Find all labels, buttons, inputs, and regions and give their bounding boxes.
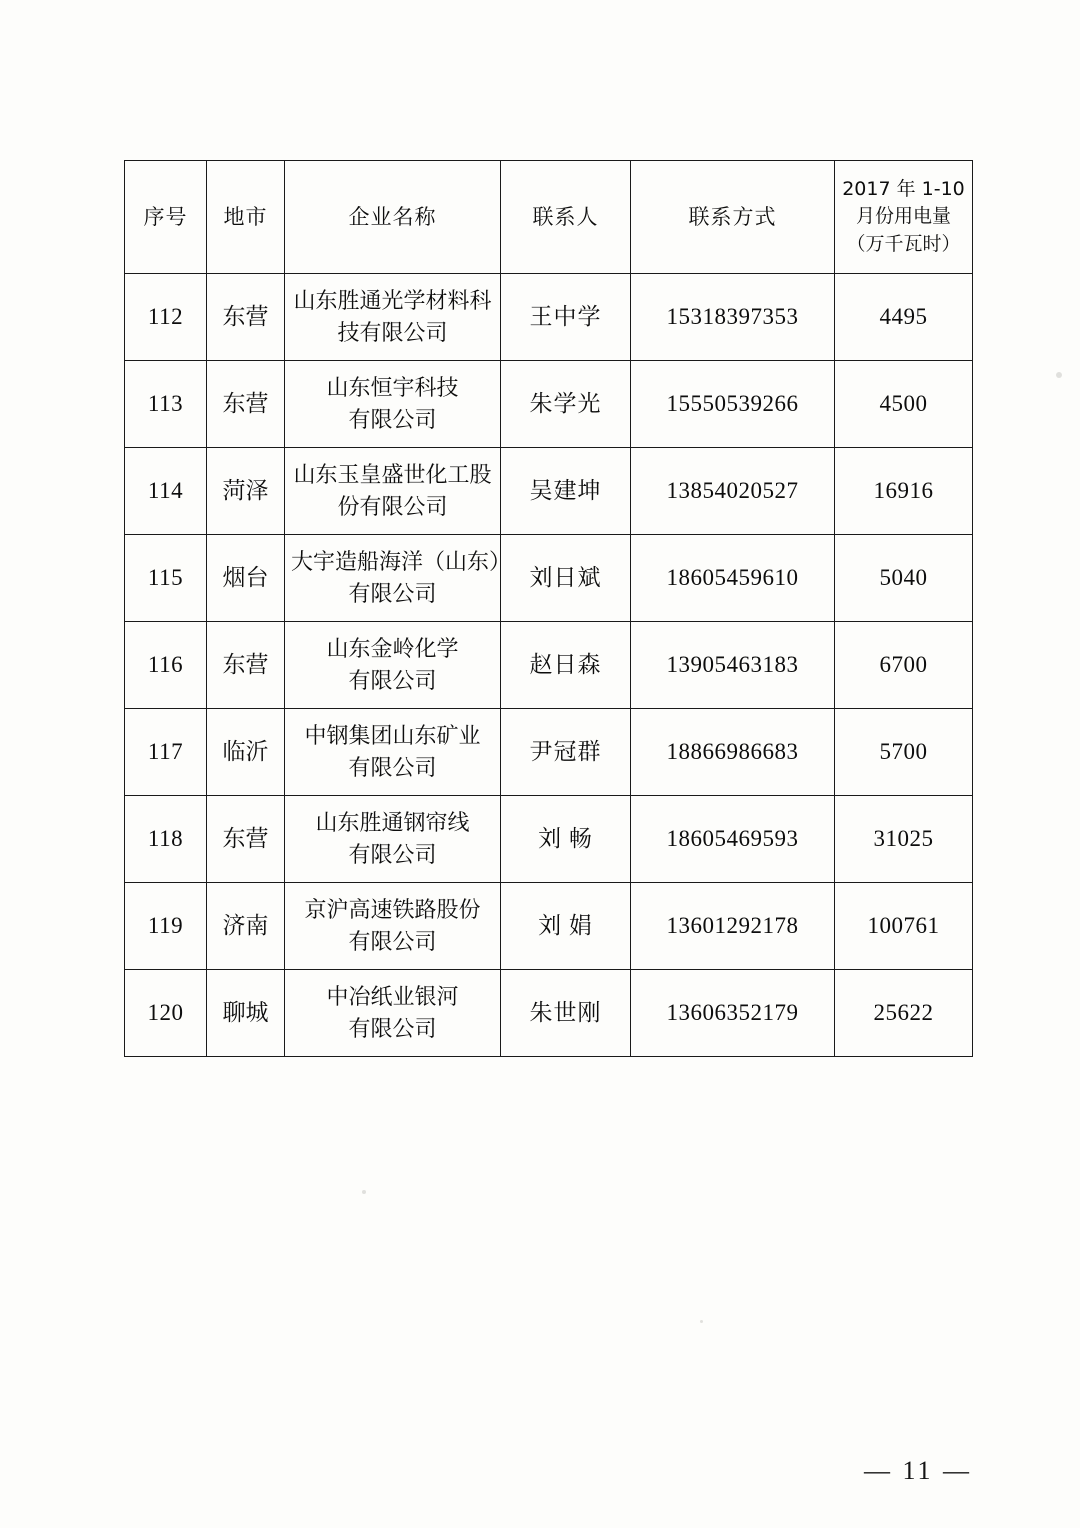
cell-index: 112 [125, 274, 207, 361]
cell-power-consumption: 6700 [835, 622, 973, 709]
cell-company-name-line: 有限公司 [348, 1016, 437, 1041]
cell-city: 东营 [207, 274, 285, 361]
cell-contact-phone: 15318397353 [631, 274, 835, 361]
cell-power-consumption: 4500 [835, 361, 973, 448]
cell-company-name [285, 274, 501, 361]
cell-contact-person: 尹冠群 [501, 709, 631, 796]
cell-company-name [285, 361, 501, 448]
cell-city: 聊城 [207, 970, 285, 1057]
table-body [125, 274, 973, 1057]
cell-contact-person: 吴建坤 [501, 448, 631, 535]
cell-company-name [285, 622, 501, 709]
cell-city: 济南 [207, 883, 285, 970]
enterprise-power-table [124, 160, 973, 1057]
enterprise-power-table-wrap [124, 160, 972, 1057]
cell-index: 118 [125, 796, 207, 883]
cell-company-name-line: 大宇造船海洋（山东） [291, 549, 512, 575]
cell-company-name-line: 有限公司 [348, 929, 437, 954]
header-index: 序号 [125, 161, 207, 274]
cell-contact-person: 刘 娟 [501, 883, 631, 970]
cell-company-name-line: 中钢集团山东矿业 [304, 723, 481, 749]
cell-company-name [285, 970, 501, 1057]
cell-company-name-line: 有限公司 [348, 842, 437, 867]
header-contact-person: 联系人 [501, 161, 631, 274]
cell-index: 116 [125, 622, 207, 709]
table-row [125, 970, 973, 1057]
cell-company-name [285, 535, 512, 622]
cell-company-name-line: 山东胜通光学材料科 [293, 288, 492, 314]
cell-index: 120 [125, 970, 207, 1057]
cell-contact-phone: 13606352179 [631, 970, 835, 1057]
table-row [125, 535, 973, 622]
cell-company-name [285, 448, 501, 535]
cell-index: 119 [125, 883, 207, 970]
cell-contact-phone: 18866986683 [631, 709, 835, 796]
header-power-consumption [835, 161, 973, 274]
cell-company-name-line: 技有限公司 [337, 320, 448, 345]
cell-company-name-line: 中冶纸业银河 [326, 984, 459, 1010]
cell-city: 菏泽 [207, 448, 285, 535]
cell-company-name [285, 796, 501, 883]
cell-power-consumption: 25622 [835, 970, 973, 1057]
cell-contact-phone: 15550539266 [631, 361, 835, 448]
cell-index: 115 [125, 535, 207, 622]
header-power-line-3: （万千瓦时） [846, 232, 961, 255]
table-row [125, 274, 973, 361]
cell-index: 117 [125, 709, 207, 796]
table-row [125, 361, 973, 448]
cell-company-name-line: 山东胜通钢帘线 [315, 810, 470, 836]
cell-power-consumption: 5700 [835, 709, 973, 796]
header-power-line-2: 月份用电量 [855, 205, 951, 228]
table-row [125, 796, 973, 883]
cell-city: 东营 [207, 796, 285, 883]
cell-contact-phone: 13601292178 [631, 883, 835, 970]
cell-company-name [285, 883, 501, 970]
table-row [125, 448, 973, 535]
cell-contact-person: 刘日斌 [501, 535, 631, 622]
cell-contact-phone: 13854020527 [631, 448, 835, 535]
cell-power-consumption: 31025 [835, 796, 973, 883]
cell-index: 114 [125, 448, 207, 535]
cell-contact-phone: 18605459610 [631, 535, 835, 622]
cell-company-name-line: 山东金岭化学 [326, 636, 459, 662]
cell-contact-person: 赵日森 [501, 622, 631, 709]
cell-company-name-line: 份有限公司 [337, 494, 448, 519]
cell-power-consumption: 16916 [835, 448, 973, 535]
cell-contact-person: 朱学光 [501, 361, 631, 448]
scan-speck [362, 1190, 366, 1194]
table-row [125, 709, 973, 796]
cell-contact-phone: 18605469593 [631, 796, 835, 883]
cell-contact-person: 刘 畅 [501, 796, 631, 883]
cell-company-name-line: 京沪高速铁路股份 [304, 897, 481, 923]
page-number: — 11 — [863, 1456, 972, 1485]
cell-company-name-line: 有限公司 [348, 668, 437, 693]
scan-speck [700, 1320, 703, 1323]
cell-contact-phone: 13905463183 [631, 622, 835, 709]
cell-city: 烟台 [207, 535, 285, 622]
cell-contact-person: 王中学 [501, 274, 631, 361]
cell-company-name [285, 709, 501, 796]
header-city: 地市 [207, 161, 285, 274]
cell-company-name-line: 有限公司 [348, 755, 437, 780]
cell-company-name-line: 山东恒宇科技 [326, 375, 459, 401]
table-row [125, 622, 973, 709]
cell-city: 东营 [207, 361, 285, 448]
cell-city: 东营 [207, 622, 285, 709]
cell-company-name-line: 有限公司 [348, 407, 437, 432]
table-header [125, 161, 973, 274]
header-contact-phone: 联系方式 [631, 161, 835, 274]
header-company-name: 企业名称 [285, 161, 501, 274]
cell-company-name-line: 山东玉皇盛世化工股 [293, 462, 492, 488]
scan-speck [1056, 372, 1062, 378]
cell-contact-person: 朱世刚 [501, 970, 631, 1057]
cell-power-consumption: 4495 [835, 274, 973, 361]
cell-power-consumption: 100761 [835, 883, 973, 970]
table-header-row [125, 161, 973, 274]
header-power-line-1: 2017 年 1-10 [842, 177, 965, 200]
cell-power-consumption: 5040 [835, 535, 973, 622]
cell-index: 113 [125, 361, 207, 448]
table-row [125, 883, 973, 970]
cell-city: 临沂 [207, 709, 285, 796]
cell-company-name-line: 有限公司 [348, 581, 437, 606]
